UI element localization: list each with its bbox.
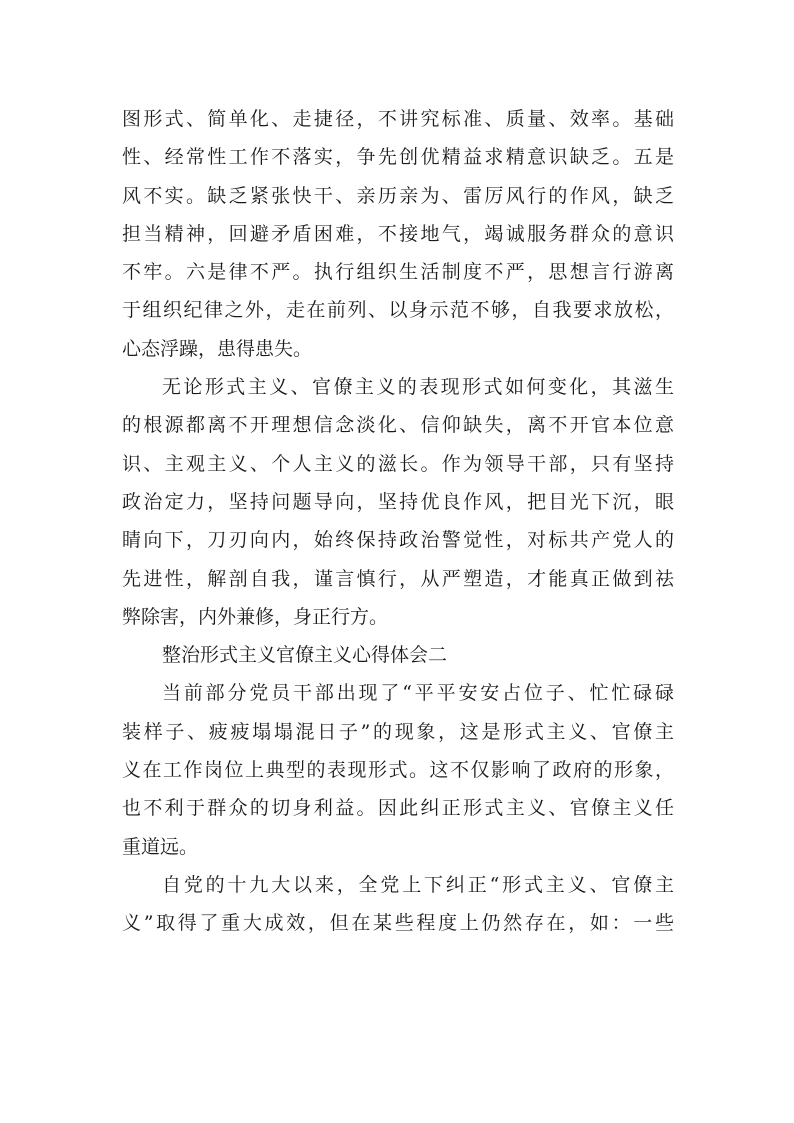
text-line: 识、主观主义、个人主义的滋长。作为领导干部，只有坚持 bbox=[122, 452, 674, 475]
text-line: 心态浮躁，患得患失。 bbox=[122, 337, 313, 360]
text-line: 也不利于群众的切身利益。因此纠正形式主义、官僚主义任 bbox=[122, 797, 674, 820]
paragraph-first-line: 当前部分党员干部出现了“平平安安占位子、忙忙碌碌 bbox=[162, 682, 674, 705]
text-line: 图形式、简单化、走捷径，不讲究标准、质量、效率。基础 bbox=[122, 108, 674, 130]
text-line: 于组织纪律之外，走在前列、以身示范不够，自我要求放松， bbox=[122, 299, 674, 322]
text-line: 风不实。缺乏紧张快干、亲历亲为、雷厉风行的作风，缺乏 bbox=[122, 184, 674, 207]
text-line: 性、经常性工作不落实，争先创优精益求精意识缺乏。五是 bbox=[122, 146, 674, 169]
section-heading: 整治形式主义官僚主义心得体会二 bbox=[162, 644, 448, 667]
text-line: 重道远。 bbox=[122, 835, 199, 858]
document-body bbox=[122, 100, 674, 943]
text-line: 弊除害，内外兼修，身正行方。 bbox=[122, 605, 389, 628]
paragraph-first-line: 无论形式主义、官僚主义的表现形式如何变化，其滋生 bbox=[162, 376, 674, 399]
text-line: 政治定力，坚持问题导向，坚持优良作风，把目光下沉，眼 bbox=[122, 490, 674, 513]
text-line: 睛向下，刀刃向内，始终保持政治警觉性，对标共产党人的 bbox=[122, 529, 674, 552]
text-line: 的根源都离不开理想信念淡化、信仰缺失，离不开官本位意 bbox=[122, 414, 674, 437]
text-line: 义”取得了重大成效，但在某些程度上仍然存在，如：一些 bbox=[122, 912, 674, 935]
text-line: 义在工作岗位上典型的表现形式。这不仅影响了政府的形象， bbox=[122, 759, 674, 782]
text-line: 不牢。六是律不严。执行组织生活制度不严，思想言行游离 bbox=[122, 261, 674, 284]
text-line: 装样子、疲疲塌塌混日子”的现象，这是形式主义、官僚主 bbox=[122, 720, 674, 743]
text-line: 先进性，解剖自我，谨言慎行，从严塑造，才能真正做到祛 bbox=[122, 567, 674, 590]
text-line: 担当精神，回避矛盾困难，不接地气，竭诚服务群众的意识 bbox=[122, 222, 674, 245]
paragraph-first-line: 自党的十九大以来，全党上下纠正“形式主义、官僚主 bbox=[162, 873, 674, 896]
